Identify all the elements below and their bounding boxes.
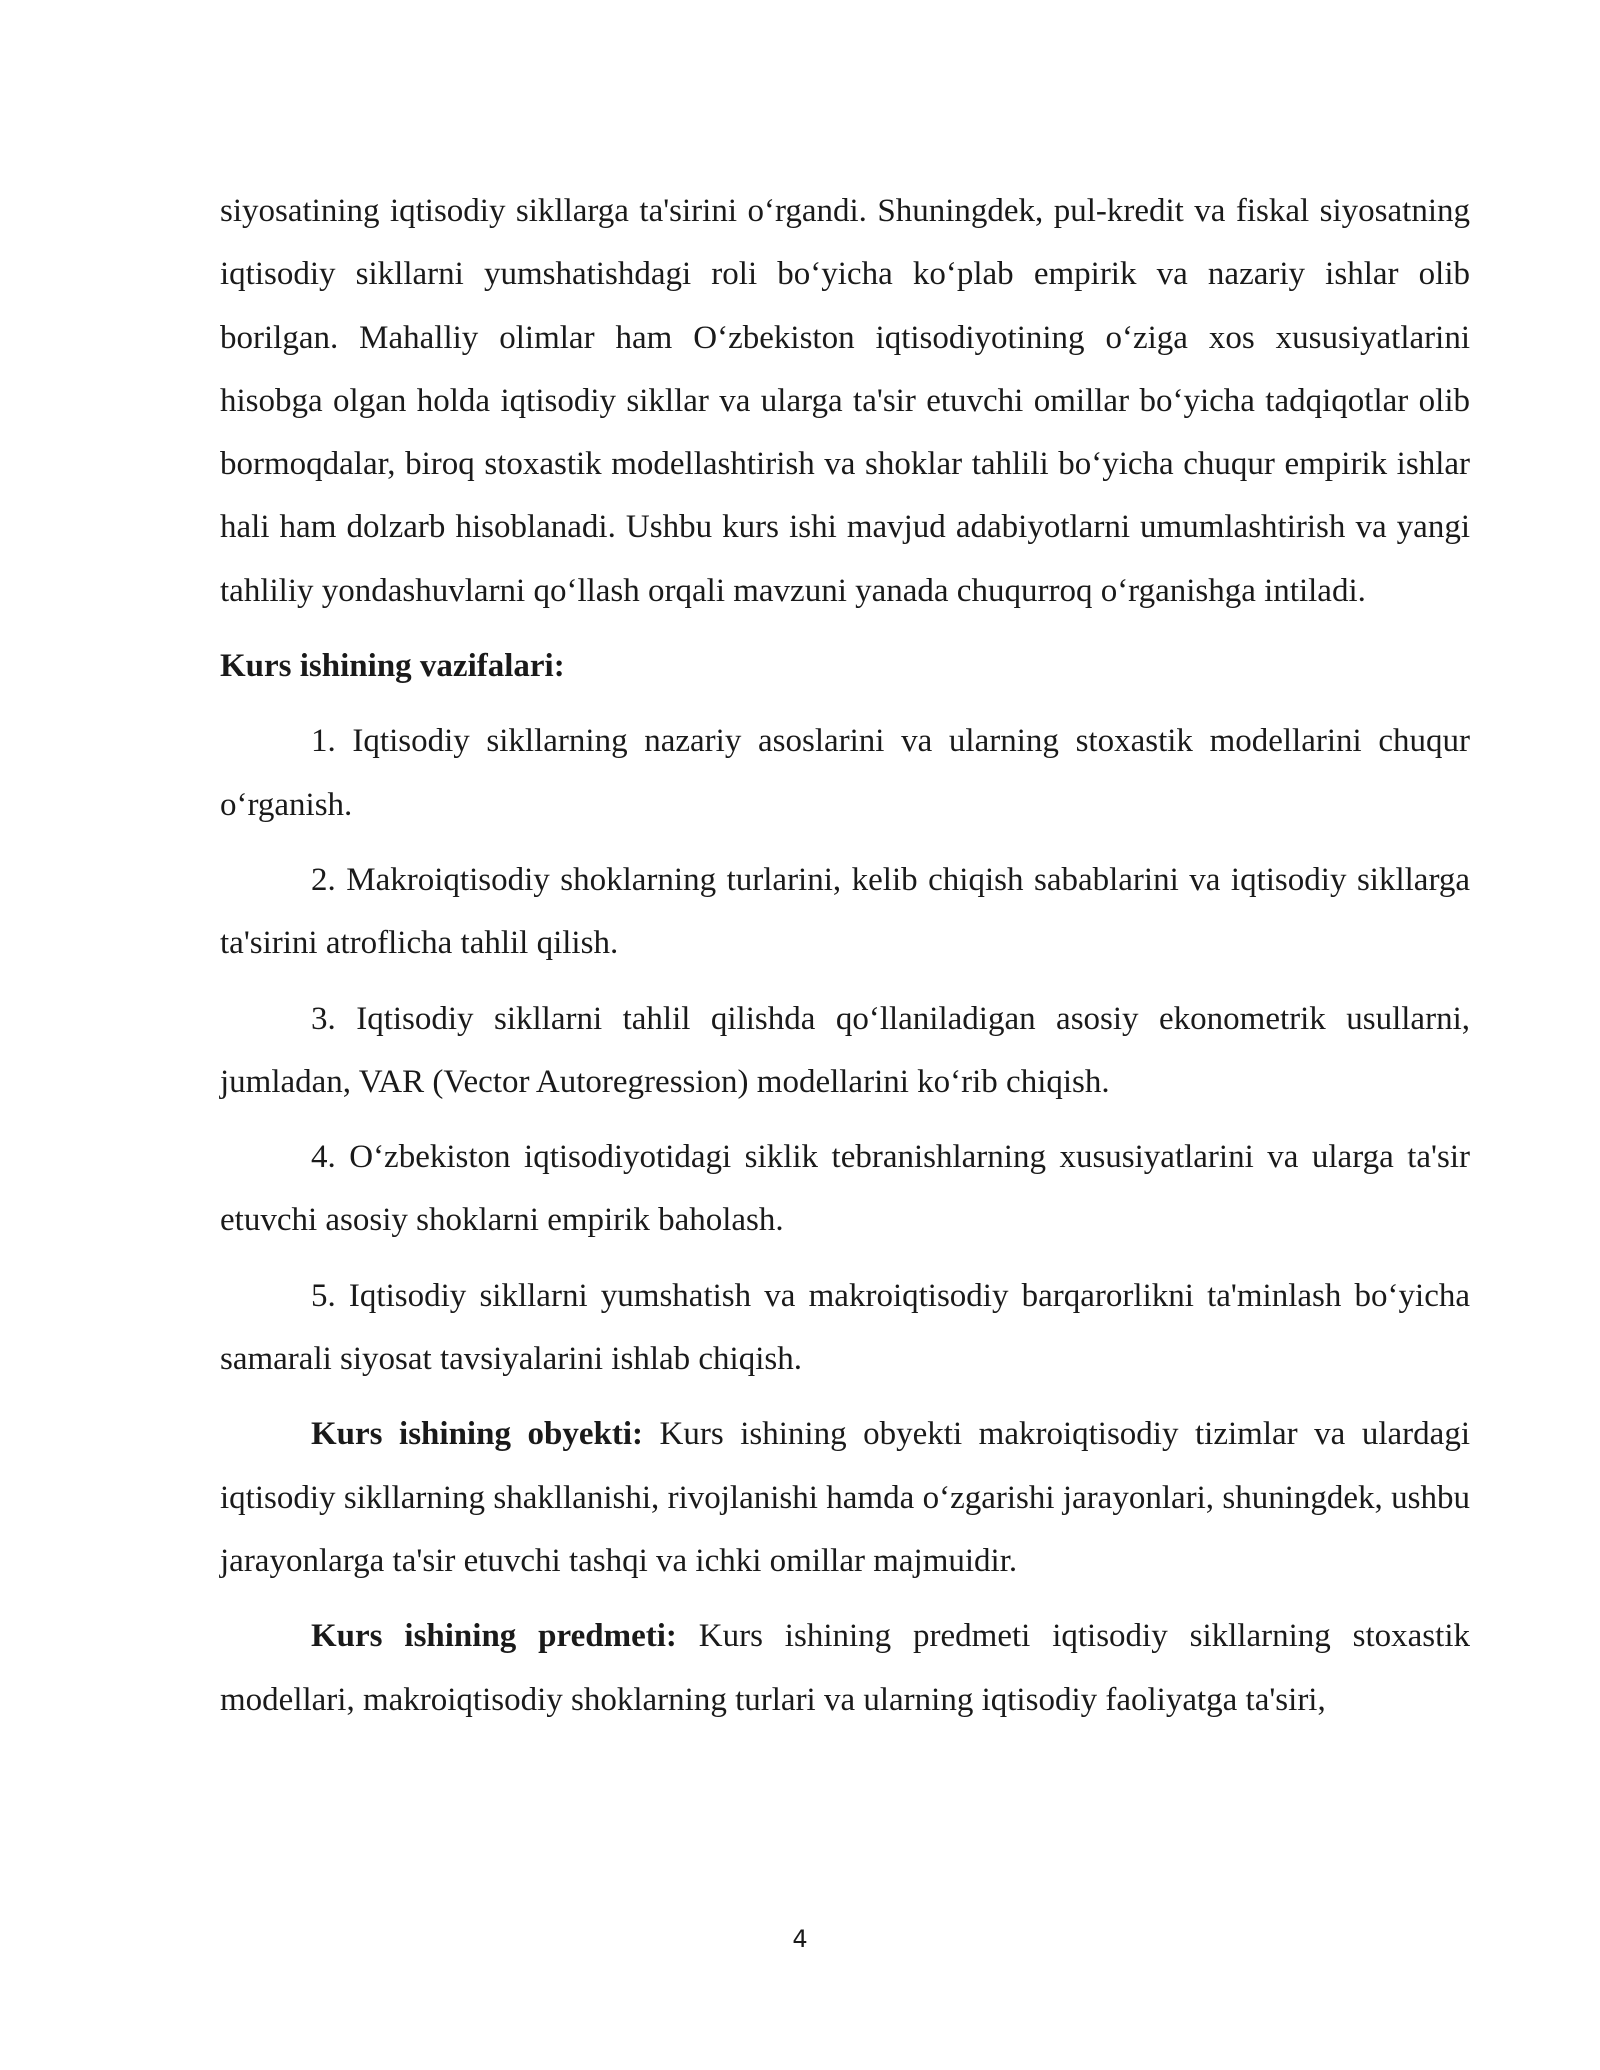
object-text: Kurs ishining obyekti makroiqtisodiy tizimlar va ulardagi iqtisodiy sikllarning shakllanishi, rivojlanishi hamda o‘zgarishi jarayonlari, shuningdek, ushbu jarayonlarga ta'sir etuvchi tashqi va ichki omillar majmuidir. [220, 1416, 1470, 1579]
task-item-3: 3. Iqtisodiy sikllarni tahlil qilishda qo‘llaniladigan asosiy ekonometrik usullarni, jumladan, VAR (Vector Autoregression) modellarini ko‘rib chiqish. [220, 1000, 1470, 1100]
page-number: 4 [792, 1925, 808, 1953]
subject-text: Kurs ishining predmeti iqtisodiy sikllarning stoxastik modellari, makroiqtisodiy shoklarning turlari va ularning iqtisodiy faoliyatga ta'siri, [220, 1618, 1470, 1718]
subject-label: Kurs ishining predmeti: [311, 1618, 677, 1655]
task-item-1: 1. Iqtisodiy sikllarning nazariy asoslarini va ularning stoxastik modellarini chuqur o‘rganish. [220, 723, 1470, 823]
subject-paragraph [220, 1605, 1470, 1732]
intro-paragraph: siyosatining iqtisodiy sikllarga ta'sirini o‘rgandi. Shuningdek, pul-kredit va fiskal siyosatning iqtisodiy sikllarni yumshatishdagi roli bo‘yicha ko‘plab empirik va nazariy ishlar olib borilgan. Mahalliy olimlar ham O‘zbekiston iqtisodiyotining o‘ziga xos xususiyatlarini hisobga olgan holda iqtisodiy sikllar va ularga ta'sir etuvchi omillar bo‘yicha tadqiqotlar olib bormoqdalar, biroq stoxastik modellashtirish va shoklar tahlili bo‘yicha chuqur empirik ishlar hali ham dolzarb hisoblanadi. Ushbu kurs ishi mavjud adabiyotlarni umumlashtirish va yangi tahliliy yondashuvlarni qo‘llash orqali mavzuni yanada chuqurroq o‘rganishga intiladi. [220, 193, 1470, 609]
tasks-heading: Kurs ishining vazifalari: [220, 648, 565, 685]
object-paragraph [220, 1403, 1470, 1593]
task-item-4: 4. O‘zbekiston iqtisodiyotidagi siklik tebranishlarning xususiyatlarini va ularga ta'sir etuvchi asosiy shoklarni empirik baholash. [220, 1139, 1470, 1239]
object-label: Kurs ishining obyekti: [311, 1416, 643, 1453]
task-item-2: 2. Makroiqtisodiy shoklarning turlarini, kelib chiqish sabablarini va iqtisodiy sikllarga ta'sirini atroflicha tahlil qilish. [220, 861, 1470, 962]
task-item-5: 5. Iqtisodiy sikllarni yumshatish va makroiqtisodiy barqarorlikni ta'minlash bo‘yicha samarali siyosat tavsiyalarini ishlab chiqish. [220, 1277, 1470, 1378]
document-body [220, 180, 1470, 1732]
